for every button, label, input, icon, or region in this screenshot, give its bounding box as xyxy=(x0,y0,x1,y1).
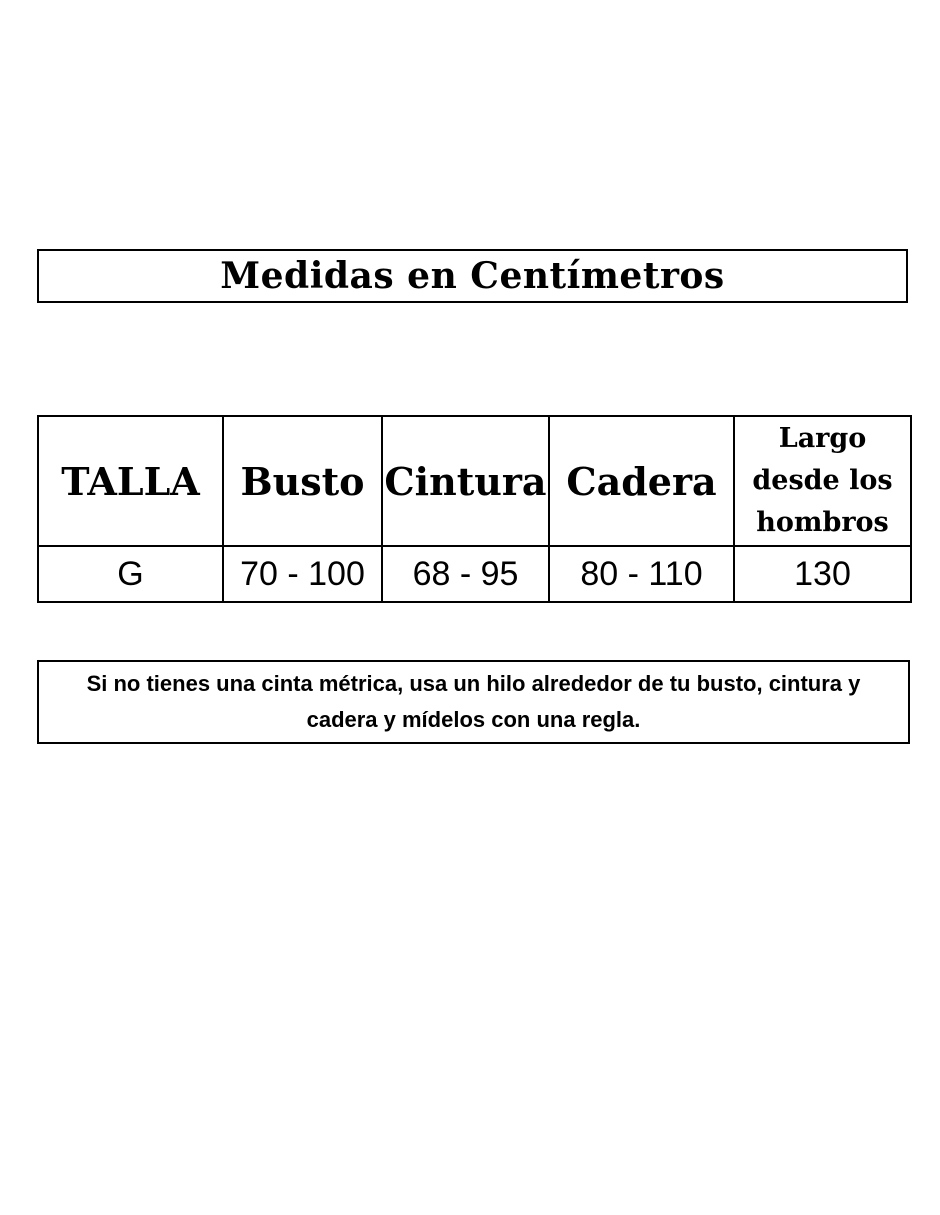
header-cadera: Cadera xyxy=(549,416,734,546)
note-text: Si no tienes una cinta métrica, usa un hilo alrededor de tu busto, cintura y cadera y mídelos con una regla. xyxy=(86,671,861,732)
header-largo: Largo desde los hombros xyxy=(734,416,911,546)
size-table xyxy=(37,415,912,603)
cell-talla: G xyxy=(38,546,223,602)
header-busto: Busto xyxy=(223,416,382,546)
cell-cintura: 68 - 95 xyxy=(382,546,549,602)
title-box xyxy=(37,249,908,303)
cell-cadera: 80 - 110 xyxy=(549,546,734,602)
cell-busto: 70 - 100 xyxy=(223,546,382,602)
note-box xyxy=(37,660,910,744)
page-title: Medidas en Centímetros xyxy=(220,255,725,297)
header-cintura: Cintura xyxy=(382,416,549,546)
table-row xyxy=(38,546,911,602)
cell-largo: 130 xyxy=(734,546,911,602)
header-talla: TALLA xyxy=(38,416,223,546)
table-header-row xyxy=(38,416,911,546)
